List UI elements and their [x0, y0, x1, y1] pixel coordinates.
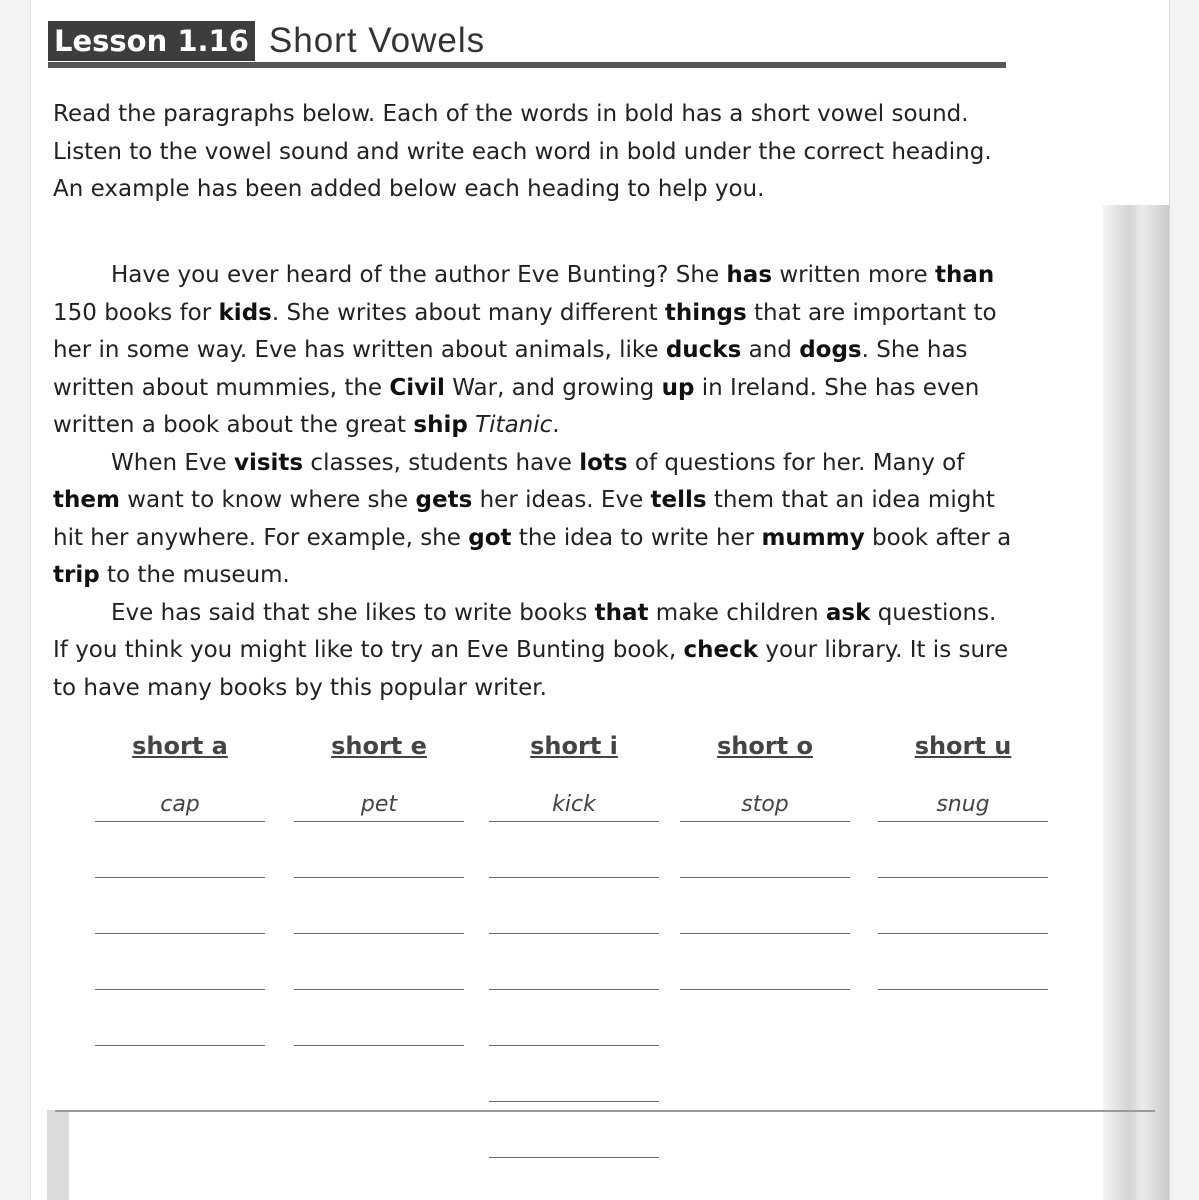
- passage-text: [468, 412, 475, 438]
- passage-text: Eve has said that she likes to write books: [111, 599, 595, 626]
- bold-word: kids: [218, 299, 272, 326]
- bold-word: gets: [415, 487, 473, 513]
- bold-word: things: [664, 299, 747, 326]
- bold-word: check: [683, 637, 759, 663]
- example-word: pet: [360, 792, 398, 817]
- scan-shadow-right: [1103, 205, 1169, 1200]
- answer-blank-line[interactable]: [95, 990, 265, 1046]
- passage-text: your library. It is sure to have many books by this popular writer.: [53, 637, 1009, 701]
- bold-word: dogs: [799, 337, 862, 363]
- lesson-title: Short Vowels: [268, 21, 486, 60]
- example-word: snug: [936, 792, 990, 817]
- bold-word: tells: [650, 487, 707, 513]
- passage-text: Have you ever heard of the author Eve Bunting? She: [111, 262, 727, 288]
- passage-text: want to know where she: [119, 487, 416, 513]
- example-line: [680, 766, 850, 822]
- paragraph-2: [53, 445, 1013, 595]
- answer-blank-line[interactable]: [294, 878, 464, 934]
- answer-blank-line[interactable]: [489, 1102, 659, 1158]
- lesson-header: [48, 20, 485, 62]
- answer-blank-line[interactable]: [95, 878, 265, 934]
- column-short-e: [294, 726, 464, 1046]
- passage-text: them that an idea might hit her anywhere. For example, she: [53, 487, 995, 551]
- scan-shadow-left: [47, 1110, 69, 1200]
- answer-blank-line[interactable]: [680, 934, 850, 990]
- column-heading: short u: [914, 732, 1012, 760]
- passage-text: . She has written about mummies, the: [53, 337, 968, 401]
- example-word: stop: [741, 792, 789, 817]
- passage-text: classes, students have: [303, 449, 580, 476]
- bold-word: got: [468, 524, 512, 551]
- bold-word: ask: [825, 599, 871, 626]
- header-rule: [48, 62, 1006, 68]
- answer-blank-line[interactable]: [294, 934, 464, 990]
- passage-text: make children: [648, 599, 826, 626]
- passage-text: written more: [772, 262, 935, 288]
- answer-blank-line[interactable]: [878, 822, 1048, 878]
- passage-text: in Ireland. She has even written a book about the great: [53, 374, 980, 438]
- answer-blank-line[interactable]: [489, 990, 659, 1046]
- answer-blank-line[interactable]: [294, 990, 464, 1046]
- column-short-a: [95, 726, 265, 1046]
- bold-word: up: [661, 374, 695, 401]
- example-word: kick: [552, 792, 596, 817]
- passage-text: When Eve: [111, 449, 234, 476]
- passage-text: .: [552, 412, 560, 438]
- answer-blank-line[interactable]: [680, 878, 850, 934]
- passage-text: book after a: [864, 524, 1012, 551]
- bold-word: has: [726, 262, 773, 288]
- passage-text: to the museum.: [99, 562, 290, 588]
- bold-word: ducks: [665, 337, 742, 363]
- column-heading: short i: [530, 732, 618, 760]
- column-short-o: [680, 726, 850, 990]
- answer-blank-line[interactable]: [878, 934, 1048, 990]
- answer-blank-line[interactable]: [294, 822, 464, 878]
- bold-word: them: [53, 487, 120, 513]
- passage-text: 150 books for: [53, 299, 219, 326]
- bold-word: lots: [579, 449, 628, 476]
- passage-text: and: [741, 337, 800, 363]
- example-line: [294, 766, 464, 822]
- passage-text: that are important to her in some way. Eve has written about animals, like: [53, 299, 997, 363]
- answer-blank-line[interactable]: [489, 878, 659, 934]
- passage-text: . She writes about many different: [271, 299, 665, 326]
- paragraph-1: [53, 257, 1013, 445]
- example-line: [878, 766, 1048, 822]
- bold-word: that: [594, 599, 649, 626]
- passage-text: War, and growing: [444, 374, 662, 401]
- bold-word: ship: [413, 412, 468, 438]
- example-word: cap: [160, 792, 200, 817]
- example-line: [489, 766, 659, 822]
- passage-text: of questions for her. Many of: [627, 449, 965, 476]
- bold-word: visits: [233, 449, 304, 476]
- column-short-u: [878, 726, 1048, 990]
- lesson-number: Lesson 1.16: [48, 21, 255, 61]
- reading-passage: [53, 257, 1013, 707]
- passage-text: questions. If you think you might like to try an Eve Bunting book,: [53, 599, 997, 663]
- bold-word: trip: [53, 562, 100, 588]
- instructions: Read the paragraphs below. Each of the words in bold has a short vowel sound. Listen to the vowel sound and write each word in bold under the correct heading. An example has been added below each heading to help you.: [53, 101, 992, 202]
- column-heading: short o: [716, 732, 813, 760]
- bold-word: than: [934, 262, 995, 288]
- bold-word: mummy: [761, 524, 865, 551]
- column-heading: short a: [132, 732, 228, 760]
- bold-word: Civil: [389, 374, 445, 401]
- answer-blank-line[interactable]: [680, 822, 850, 878]
- paragraph-3: [53, 595, 1013, 708]
- answer-blank-line[interactable]: [95, 934, 265, 990]
- italic-title: Titanic: [475, 412, 553, 438]
- answer-blank-line[interactable]: [489, 822, 659, 878]
- passage-text: the idea to write her: [511, 524, 762, 551]
- example-line: [95, 766, 265, 822]
- answer-blank-line[interactable]: [878, 878, 1048, 934]
- column-heading: short e: [331, 732, 427, 760]
- passage-text: her ideas. Eve: [472, 487, 651, 513]
- answer-blank-line[interactable]: [489, 934, 659, 990]
- column-short-i: [489, 726, 659, 1158]
- answer-blank-line[interactable]: [95, 822, 265, 878]
- answer-blank-line[interactable]: [489, 1046, 659, 1102]
